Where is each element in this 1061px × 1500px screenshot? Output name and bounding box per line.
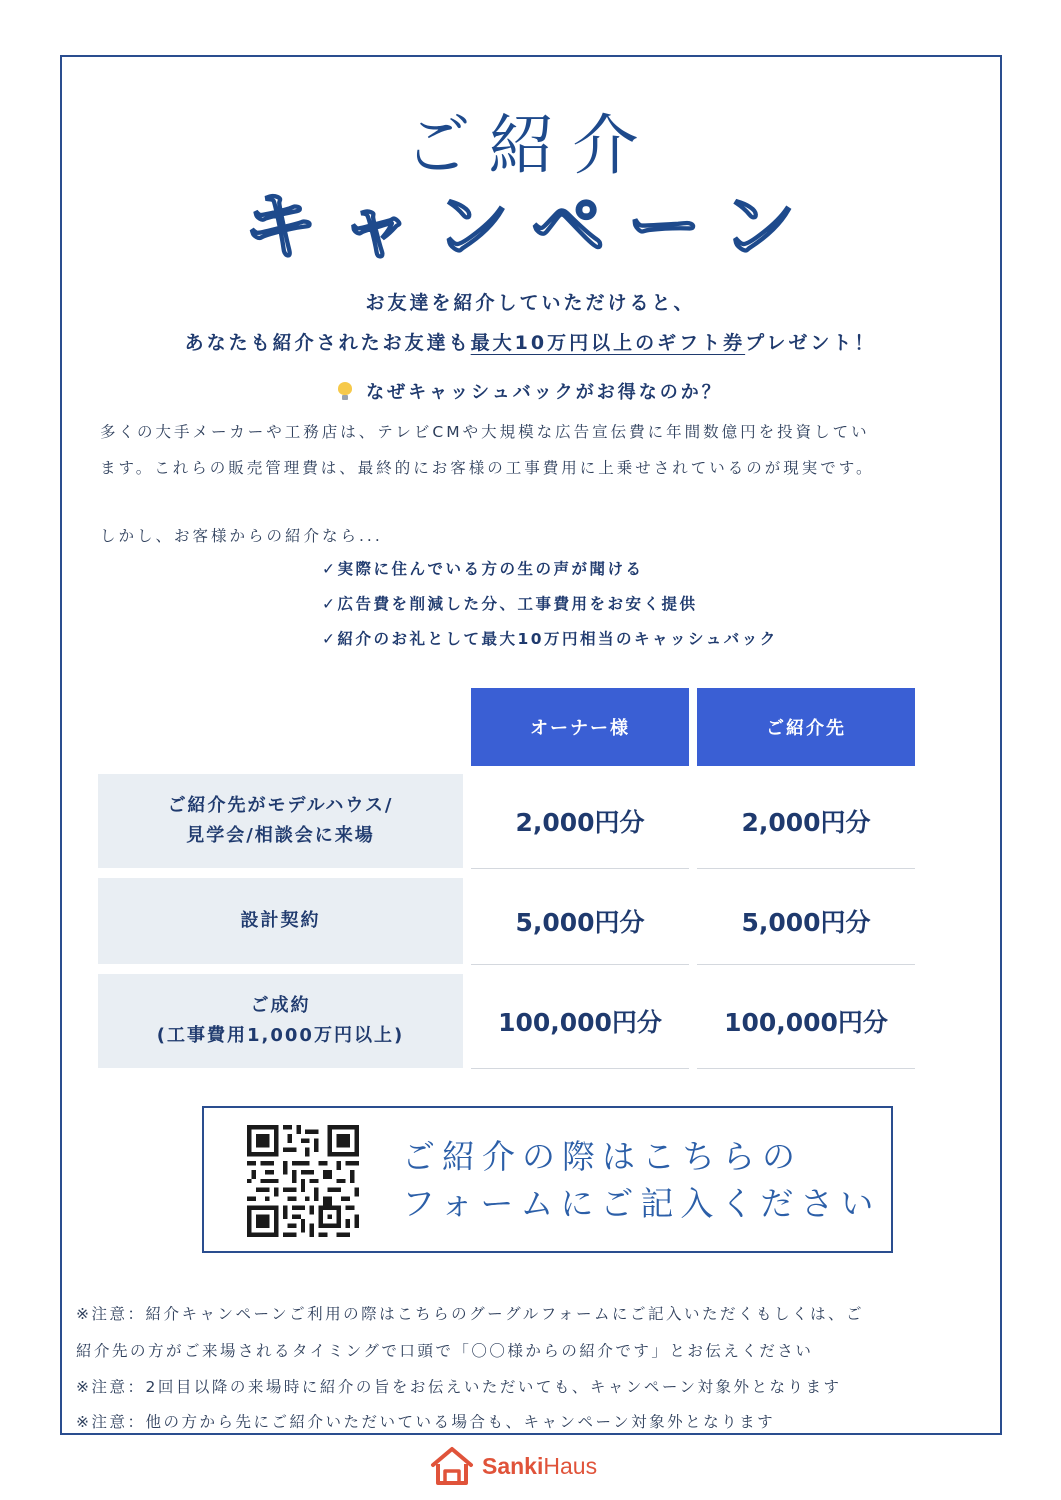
form-instruction-line-2: フォームにご記入ください (402, 1184, 881, 1223)
lightbulb-icon (338, 382, 352, 400)
table-header-owner: オーナー様 (471, 688, 689, 766)
table-cell-owner: 5,000円分 (471, 878, 689, 965)
why-paragraph-line-2: ます。これらの販売管理費は、最終的にお客様の工事費用に上乗せされているのが現実です。 (100, 459, 875, 477)
form-instruction (402, 1133, 880, 1227)
why-paragraph (100, 414, 970, 486)
benefit-item: ✓広告費を削減した分、工事費用をお安く提供 (322, 595, 698, 613)
table-cell-owner: 2,000円分 (471, 774, 689, 869)
brand-name-part-1: Sanki (482, 1453, 544, 1479)
brand-name-part-2: Haus (543, 1453, 598, 1479)
note-line: ※注意：2回目以降の来場時に紹介の旨をお伝えいただいても、キャンペーン対象外となります (76, 1378, 842, 1396)
note-line: ※注意：他の方から先にご紹介いただいている場合も、キャンペーン対象外となります (76, 1413, 776, 1431)
table-header-referral: ご紹介先 (697, 688, 915, 766)
note-line: 紹介先の方がご来場されるタイミングで口頭で「〇〇様からの紹介です」とお伝えください (76, 1342, 814, 1360)
why-heading-text: なぜキャッシュバックがお得なのか？ (366, 382, 723, 403)
row-label-line-1: ご紹介先がモデルハウス/ (167, 795, 394, 816)
benefit-list (322, 553, 778, 658)
page-title: ご紹介 (404, 107, 657, 184)
why-paragraph-2: しかし、お客様からの紹介なら... (100, 527, 383, 545)
row-label-line-2: (工事費用1,000万円以上) (156, 1025, 405, 1046)
why-paragraph-line-1: 多くの大手メーカーや工務店は、テレビCMや大規模な広告宣伝費に年間数億円を投資してい (100, 423, 870, 441)
table-row-label (98, 774, 463, 868)
row-label-line-2: 見学会/相談会に来場 (186, 825, 375, 846)
table-row-label (98, 878, 463, 964)
note-line: ※注意：紹介キャンペーンご利用の際はこちらのグーグルフォームにご記入いただくもしくは、ご (76, 1305, 864, 1323)
lead-line-2 (0, 328, 1061, 355)
table-cell-referral: 5,000円分 (697, 878, 915, 965)
row-label-line-1: 設計契約 (240, 910, 321, 931)
table-row-label (98, 974, 463, 1068)
brand-name (482, 1453, 597, 1480)
why-heading (0, 378, 1061, 404)
lead-suffix: プレゼント！ (745, 332, 877, 354)
form-instruction-line-1: ご紹介の際はこちらの (402, 1137, 802, 1176)
brand-logo (430, 1445, 650, 1490)
lead-highlight: 最大10万円以上のギフト券 (470, 332, 746, 354)
benefit-item: ✓紹介のお礼として最大10万円相当のキャッシュバック (322, 630, 778, 648)
house-logo-icon (430, 1445, 474, 1487)
form-callout[interactable] (202, 1106, 893, 1253)
table-cell-referral: 2,000円分 (697, 774, 915, 869)
lead-line-1: お友達を紹介していただけると、 (365, 292, 696, 314)
page-subtitle: キャンペーン (243, 184, 818, 270)
table-cell-owner: 100,000円分 (471, 974, 689, 1069)
row-label-line-1: ご成約 (250, 995, 311, 1016)
lead-prefix: あなたも紹介されたお友達も (184, 332, 471, 354)
qr-code-icon[interactable] (247, 1125, 359, 1237)
table-cell-referral: 100,000円分 (697, 974, 915, 1069)
benefit-item: ✓実際に住んでいる方の生の声が聞ける (322, 560, 644, 578)
